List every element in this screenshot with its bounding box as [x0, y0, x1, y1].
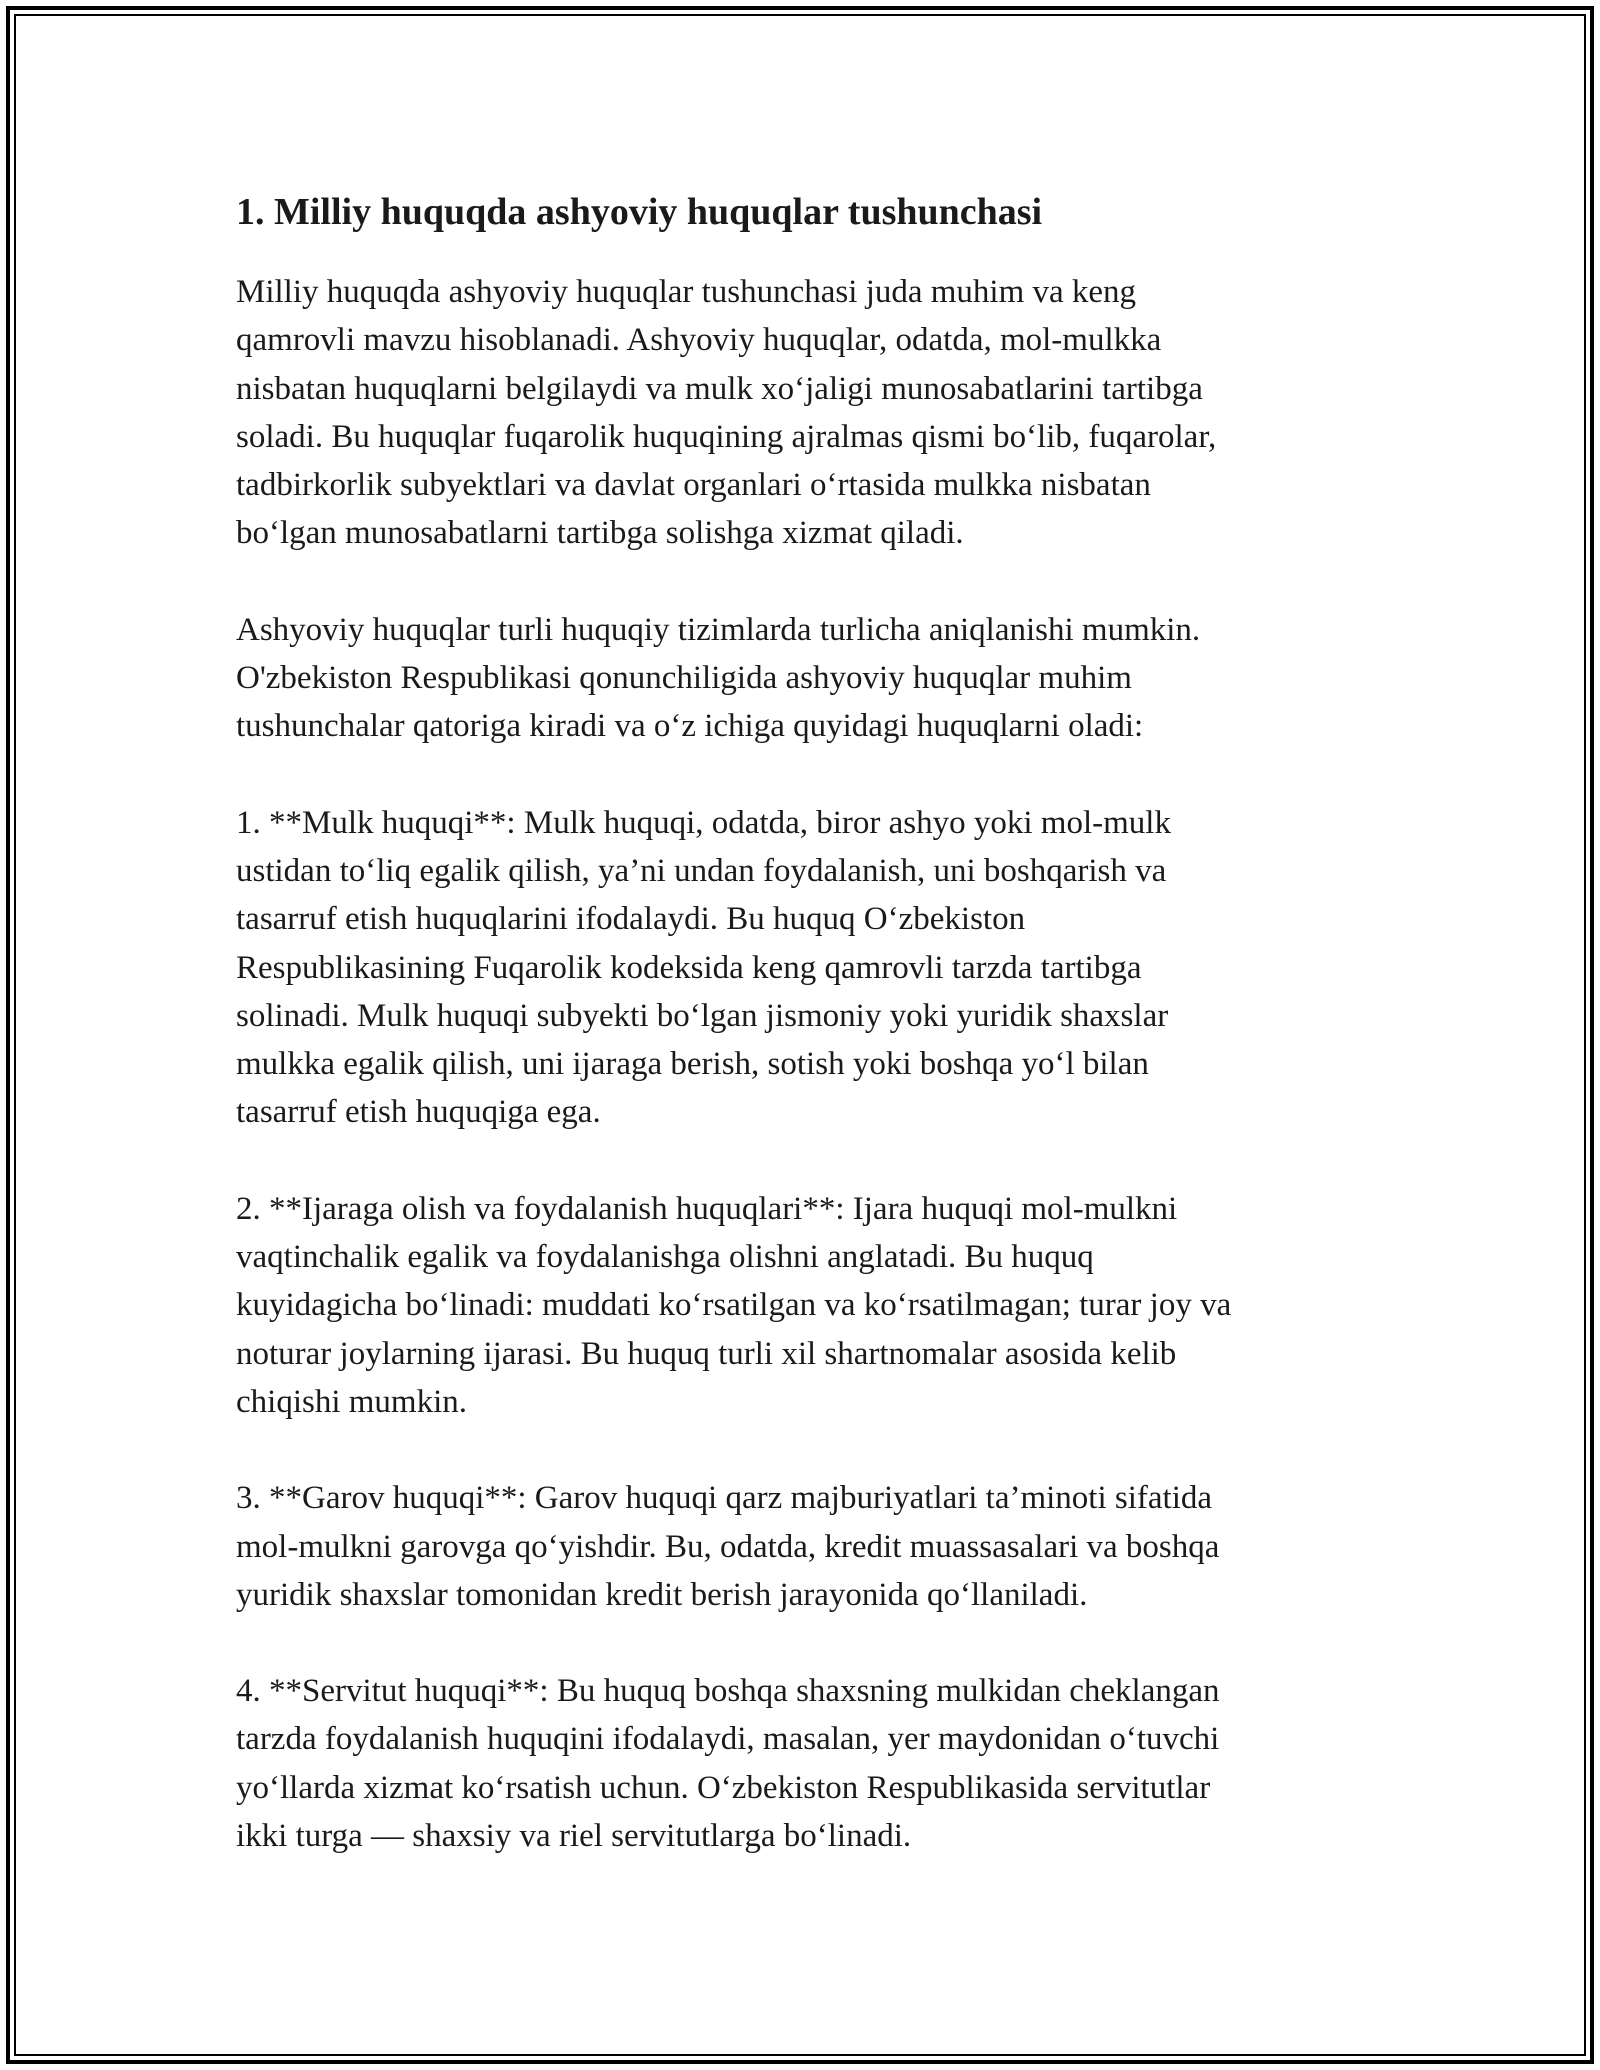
text-line: Respublikasining Fuqarolik kodeksida keng qamrovli tarzda tartibga	[236, 949, 1142, 986]
text-line: Ashyoviy huquqlar turli huquqiy tizimlarda turlicha aniqlanishi mumkin.	[236, 611, 1201, 648]
text-line: tarzda foydalanish huquqini ifodalaydi, masalan, yer maydonidan o‘tuvchi	[236, 1721, 1220, 1758]
list-item-ownership-right	[236, 799, 1366, 1137]
text-line: ustidan to‘liq egalik qilish, ya’ni undan foydalanish, uni boshqarish va	[236, 852, 1167, 889]
text-line: vaqtinchalik egalik va foydalanishga olishni anglatadi. Bu huquq	[236, 1239, 1094, 1276]
paragraph-definition	[236, 606, 1366, 751]
text-line: tushunchalar qatoriga kiradi va o‘z ichiga quyidagi huquqlarni oladi:	[236, 708, 1144, 745]
text-line: bo‘lgan munosabatlarni tartibga solishga xizmat qiladi.	[236, 515, 964, 552]
text-line: Milliy huquqda ashyoviy huquqlar tushunchasi juda muhim va keng	[236, 274, 1137, 310]
text-line: ikki turga — shaxsiy va riel servitutlarga bo‘linadi.	[236, 1818, 912, 1855]
text-line: chiqishi mumkin.	[236, 1383, 467, 1420]
text-line: nisbatan huquqlarni belgilaydi va mulk xo‘jaligi munosabatlarini tartibga	[236, 370, 1203, 407]
text-line: mulkka egalik qilish, uni ijaraga berish, sotish yoki boshqa yo‘l bilan	[236, 1046, 1149, 1083]
text-line: O'zbekiston Respublikasi qonunchiligida ashyoviy huquqlar muhim	[236, 660, 1132, 697]
text-line: yuridik shaxslar tomonidan kredit berish jarayonida qo‘llaniladi.	[236, 1576, 1088, 1613]
text-line: noturar joylarning ijarasi. Bu huquq turli xil shartnomalar asosida kelib	[236, 1335, 1177, 1372]
text-line: tasarruf etish huquqiga ega.	[236, 1094, 601, 1131]
document-body	[236, 186, 1366, 1908]
section-title: 1. Milliy huquqda ashyoviy huquqlar tushunchasi	[236, 191, 1043, 233]
list-item-lease-right	[236, 1185, 1366, 1426]
text-line: 4. **Servitut huquqi**: Bu huquq boshqa shaxsning mulkidan cheklangan	[236, 1673, 1220, 1710]
text-line: 2. **Ijaraga olish va foydalanish huquqlari**: Ijara huquqi mol-mulkni	[236, 1190, 1178, 1227]
text-line: mol-mulkni garovga qo‘yishdir. Bu, odatda, kredit muassasalari va boshqa	[236, 1528, 1220, 1565]
text-line: yo‘llarda xizmat ko‘rsatish uchun. O‘zbekiston Respublikasida servitutlar	[236, 1769, 1211, 1806]
text-line: qamrovli mavzu hisoblanadi. Ashyoviy huquqlar, odatda, mol-mulkka	[236, 322, 1162, 359]
text-line: kuyidagicha bo‘linadi: muddati ko‘rsatilgan va ko‘rsatilmagan; turar joy va	[236, 1287, 1232, 1324]
text-line: 1. **Mulk huquqi**: Mulk huquqi, odatda, biror ashyo yoki mol-mulk	[236, 804, 1171, 841]
paragraph-intro	[236, 268, 1366, 558]
text-line: tasarruf etish huquqlarini ifodalaydi. Bu huquq O‘zbekiston	[236, 901, 1026, 938]
text-line: soladi. Bu huquqlar fuqarolik huquqining ajralmas qismi bo‘lib, fuqarolar,	[236, 418, 1217, 455]
list-item-servitude-right	[236, 1667, 1366, 1860]
text-line: tadbirkorlik subyektlari va davlat organlari o‘rtasida mulkka nisbatan	[236, 467, 1151, 504]
text-line: solinadi. Mulk huquqi subyekti bo‘lgan jismoniy yoki yuridik shaxslar	[236, 997, 1169, 1034]
list-item-pledge-right	[236, 1474, 1366, 1619]
text-line: 3. **Garov huquqi**: Garov huquqi qarz majburiyatlari ta’minoti sifatida	[236, 1480, 1213, 1517]
